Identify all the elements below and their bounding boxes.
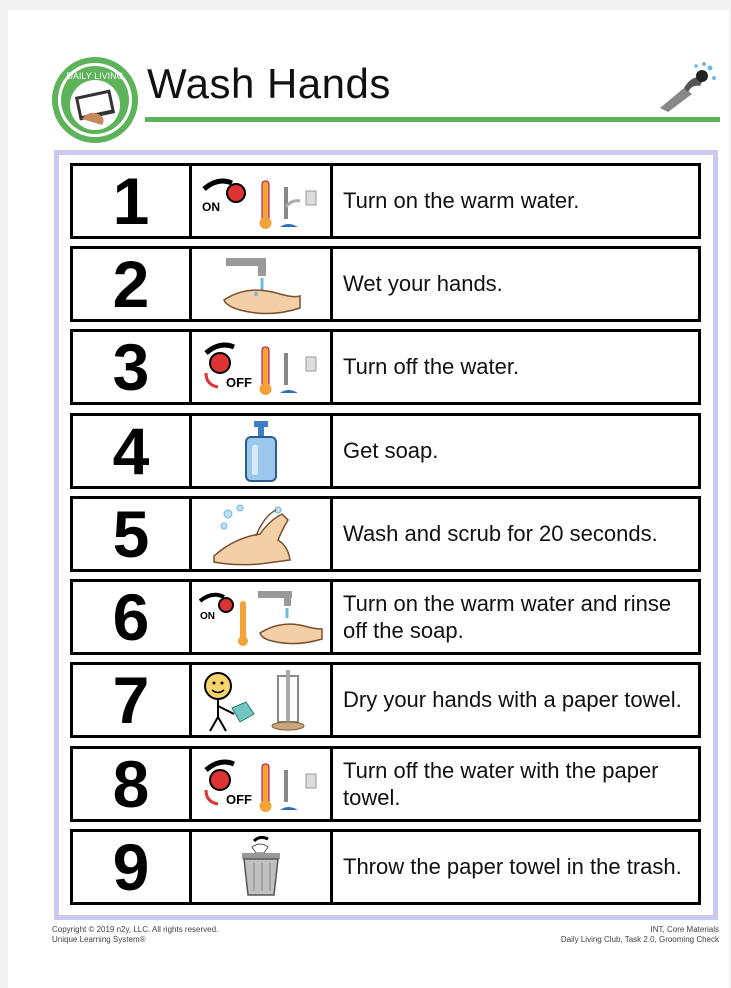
wet-hands-icon bbox=[196, 250, 326, 318]
step-row bbox=[70, 746, 701, 822]
soap-bottle-icon bbox=[196, 417, 326, 485]
copyright-footer bbox=[52, 925, 218, 944]
course-footer bbox=[561, 925, 719, 944]
step-text: Wash and scrub for 20 seconds. bbox=[343, 521, 658, 547]
turn-off-water-icon bbox=[196, 333, 326, 401]
step-row bbox=[70, 329, 701, 405]
step-text: Turn off the water with the paper towel. bbox=[343, 757, 659, 810]
faucet-water-icon bbox=[654, 58, 718, 114]
step-number: 6 bbox=[112, 580, 150, 654]
step-number: 5 bbox=[112, 497, 150, 571]
svg-text:ON: ON bbox=[202, 200, 220, 214]
turn-on-warm-water-icon bbox=[196, 167, 326, 235]
step-text: Turn on the warm water. bbox=[343, 188, 580, 214]
page-title: Wash Hands bbox=[147, 60, 391, 107]
step-text: Throw the paper towel in the trash. bbox=[343, 854, 682, 880]
daily-living-logo bbox=[52, 57, 138, 143]
step-number: 4 bbox=[112, 414, 150, 488]
step-number: 2 bbox=[112, 247, 150, 321]
step-number: 7 bbox=[112, 663, 150, 737]
step-row bbox=[70, 413, 701, 489]
step-number: 3 bbox=[112, 330, 150, 404]
copyright-line: Copyright © 2019 n2y, LLC. All rights reserved. bbox=[52, 925, 219, 934]
svg-text:OFF: OFF bbox=[226, 375, 252, 390]
title-divider bbox=[145, 117, 720, 122]
step-text: Get soap. bbox=[343, 438, 439, 464]
step-text: Turn on the warm water and rinse off the soap. bbox=[343, 590, 672, 643]
materials-line: INT, Core Materials bbox=[650, 925, 719, 934]
step-row bbox=[70, 829, 701, 905]
step-number: 8 bbox=[112, 747, 150, 821]
step-text: Dry your hands with a paper towel. bbox=[343, 687, 682, 713]
step-number: 9 bbox=[112, 830, 150, 904]
turn-off-water-icon bbox=[196, 750, 326, 818]
scrub-hands-icon bbox=[196, 500, 326, 568]
step-row bbox=[70, 246, 701, 322]
step-number: 1 bbox=[112, 164, 150, 238]
trash-can-icon bbox=[196, 833, 326, 901]
rinse-hands-icon bbox=[196, 583, 326, 651]
publisher-line: Unique Learning System® bbox=[52, 934, 146, 944]
step-row bbox=[70, 579, 701, 655]
step-text: Turn off the water. bbox=[343, 354, 520, 380]
step-text: Wet your hands. bbox=[343, 271, 503, 297]
step-row bbox=[70, 662, 701, 738]
svg-text:DAILY LIVING: DAILY LIVING bbox=[66, 71, 124, 81]
svg-text:ON: ON bbox=[200, 611, 215, 622]
paper-towel-icon bbox=[196, 666, 326, 734]
step-row bbox=[70, 163, 701, 239]
step-row bbox=[70, 496, 701, 572]
task-line: Daily Living Club, Task 2.0, Grooming Check bbox=[560, 934, 719, 944]
svg-text:OFF: OFF bbox=[226, 792, 252, 807]
